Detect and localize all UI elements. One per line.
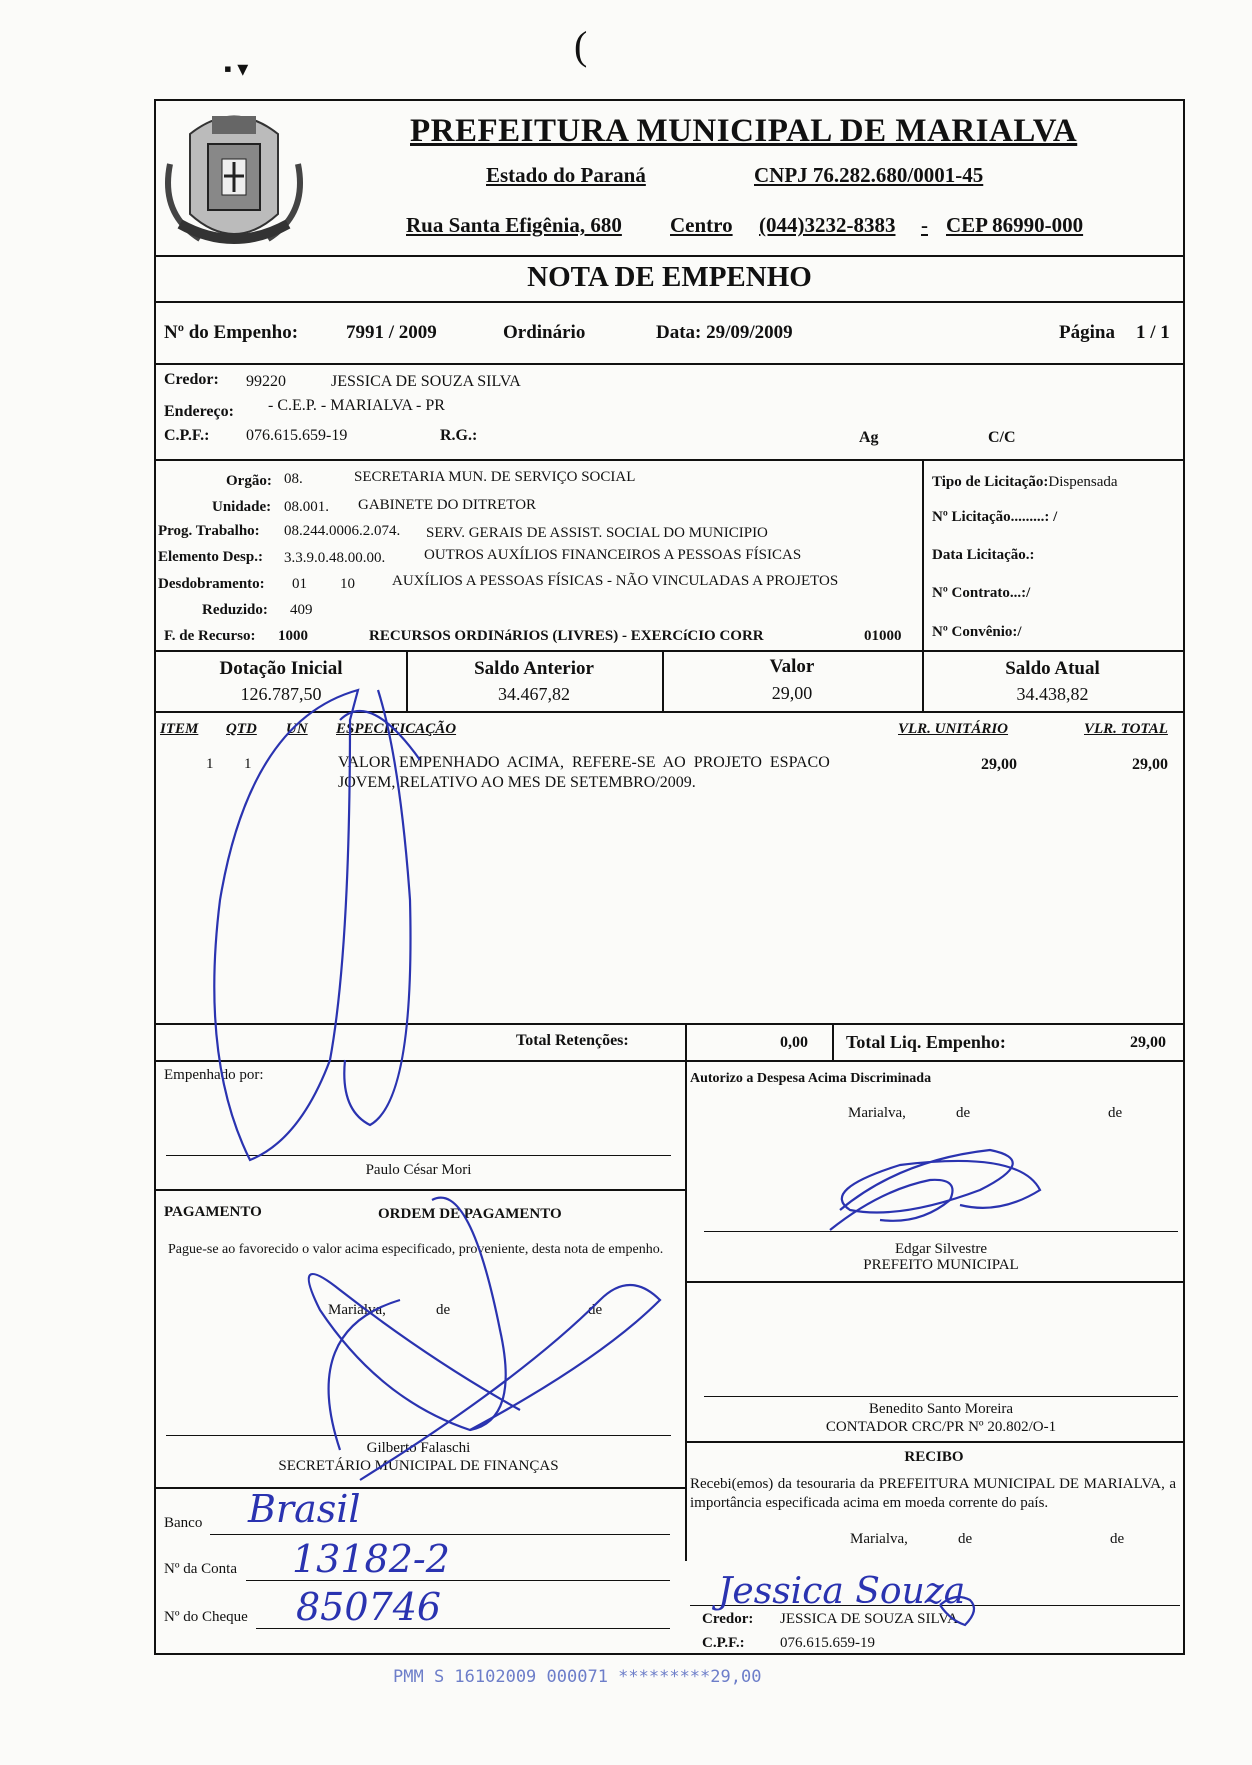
- pagamento-de1: de: [436, 1302, 451, 1318]
- saldo-anterior-value: 34.467,82: [498, 684, 570, 704]
- contador-role: CONTADOR CRC/PR Nº 20.802/O-1: [825, 1419, 1057, 1435]
- cpf-value: 076.615.659-19: [246, 427, 348, 444]
- credor-code: 99220: [246, 373, 286, 390]
- licitacao-type-label: Tipo de Licitação:: [932, 474, 1049, 490]
- row-qtd: 1: [244, 756, 252, 772]
- recibo-title: RECIBO: [904, 1449, 964, 1465]
- recibo-credor-label: Credor:: [702, 1611, 754, 1627]
- ordem-pagamento-label: ORDEM DE PAGAMENTO: [378, 1206, 562, 1222]
- col-total-value: VLR. TOTAL: [1084, 721, 1168, 737]
- secretario-name: Gilberto Falaschi: [366, 1440, 471, 1456]
- prefeito-role: PREFEITO MUNICIPAL: [863, 1257, 1019, 1273]
- empenhado-name: Paulo César Mori: [365, 1162, 472, 1178]
- elemento-name: OUTROS AUXÍLIOS FINANCEIROS A PESSOAS FÍSICAS: [424, 547, 802, 563]
- autorizo-place: Marialva,: [848, 1105, 906, 1121]
- document-title: NOTA DE EMPENHO: [527, 261, 812, 293]
- row-total-value: 29,00: [1132, 756, 1168, 773]
- recibo-handwritten-signature: Jessica Souza: [718, 1571, 966, 1612]
- recibo-credor-name: JESSICA DE SOUZA SILVA: [780, 1611, 958, 1627]
- credor-label: Credor:: [164, 371, 219, 388]
- licitacao-type-value: Dispensada: [1048, 474, 1118, 490]
- contador-name: Benedito Santo Moreira: [868, 1401, 1014, 1417]
- secretario-role: SECRETÁRIO MUNICIPAL DE FINANÇAS: [278, 1458, 559, 1474]
- elemento-code: 3.3.9.0.48.00.00.: [284, 550, 386, 566]
- district-label: Centro: [670, 213, 733, 237]
- saldo-atual-value: 34.438,82: [1016, 684, 1089, 704]
- page-title: PREFEITURA MUNICIPAL DE MARIALVA: [410, 113, 1078, 149]
- convenio-number: Nº Convênio:/: [932, 624, 1022, 640]
- recurso-label: F. de Recurso:: [164, 628, 256, 644]
- retencoes-value: 0,00: [780, 1034, 808, 1051]
- recibo-de1: de: [958, 1531, 973, 1547]
- cep-label: CEP 86990-000: [946, 213, 1084, 237]
- col-unit-value: VLR. UNITÁRIO: [898, 721, 1009, 737]
- separator-dash: -: [921, 213, 928, 237]
- col-qtd: QTD: [226, 721, 257, 737]
- desdobramento-code2: 10: [340, 576, 355, 592]
- row-item: 1: [206, 756, 214, 772]
- bank-stamp: PMM S 16102009 000071 *********29,00: [393, 1667, 762, 1687]
- recibo-de2: de: [1110, 1531, 1125, 1547]
- unidade-code: 08.001.: [284, 499, 329, 515]
- elemento-label: Elemento Desp.:: [158, 549, 263, 565]
- banco-handwritten: Brasil: [248, 1487, 361, 1531]
- orgao-code: 08.: [284, 471, 303, 487]
- state-label: Estado do Paraná: [486, 163, 646, 187]
- row-unit-value: 29,00: [981, 756, 1017, 773]
- liq-empenho-value: 29,00: [1130, 1034, 1166, 1051]
- autorizo-de1: de: [956, 1105, 971, 1121]
- recibo-cpf-label: C.P.F.:: [702, 1635, 745, 1651]
- empenhado-label: Empenhado por:: [164, 1067, 264, 1083]
- valor-value: 29,00: [771, 683, 813, 703]
- cpf-label: C.P.F.:: [164, 427, 210, 444]
- reduzido-value: 409: [290, 602, 313, 618]
- contrato-number: Nº Contrato...:/: [932, 585, 1031, 601]
- recibo-cpf-value: 076.615.659-19: [780, 1635, 875, 1651]
- conta-handwritten: 13182-2: [292, 1537, 450, 1581]
- endereco-value: - C.E.P. - MARIALVA - PR: [268, 397, 445, 414]
- prog-name: SERV. GERAIS DE ASSIST. SOCIAL DO MUNICIPIO: [426, 525, 768, 541]
- valor-label: Valor: [769, 656, 815, 677]
- conta-label: Nº da Conta: [164, 1561, 237, 1577]
- empenho-type: Ordinário: [503, 322, 586, 343]
- col-un: UN: [286, 721, 308, 737]
- recurso-code2: 01000: [864, 628, 902, 644]
- col-spec: ESPECIFICAÇÃO: [336, 721, 457, 737]
- desdobramento-name: AUXÍLIOS A PESSOAS FÍSICAS - NÃO VINCULADAS A PROJETOS: [392, 573, 839, 589]
- cc-label: C/C: [988, 429, 1016, 446]
- ag-label: Ag: [859, 429, 879, 446]
- banco-label: Banco: [164, 1515, 203, 1531]
- empenho-number: 7991 / 2009: [346, 322, 437, 343]
- unidade-name: GABINETE DO DITRETOR: [358, 497, 537, 513]
- prefeito-name: Edgar Silvestre: [894, 1241, 988, 1257]
- scan-mark: (: [574, 23, 588, 68]
- desdobramento-label: Desdobramento:: [158, 576, 265, 592]
- dotacao-label: Dotação Inicial: [219, 658, 343, 679]
- reduzido-label: Reduzido:: [202, 602, 268, 618]
- address-label: Rua Santa Efigênia, 680: [406, 213, 622, 237]
- pagamento-place: Marialva,: [328, 1302, 386, 1318]
- row-spec-line1: VALOR EMPENHADO ACIMA, REFERE-SE AO PROJETO ESPACO: [338, 754, 830, 771]
- orgao-name: SECRETARIA MUN. DE SERVIÇO SOCIAL: [354, 469, 636, 485]
- cheque-handwritten: 850746: [296, 1585, 442, 1629]
- empenho-date: Data: 29/09/2009: [656, 322, 793, 343]
- liq-empenho-label: Total Liq. Empenho:: [846, 1032, 1006, 1052]
- licitacao-type: [932, 474, 1118, 491]
- autorizo-label: Autorizo a Despesa Acima Discriminada: [690, 1071, 932, 1086]
- row-spec-line2: JOVEM, RELATIVO AO MES DE SETEMBRO/2009.: [338, 774, 696, 791]
- saldo-atual-label: Saldo Atual: [1005, 658, 1100, 679]
- col-item: ITEM: [160, 721, 199, 737]
- rg-label: R.G.:: [440, 427, 478, 444]
- recibo-text: Recebi(emos) da tesouraria da PREFEITURA MUNICIPAL DE MARIALVA, a importância especificada acima em moeda corrente do país.: [690, 1476, 1176, 1511]
- empenho-form: [154, 99, 1185, 1655]
- licitacao-number: Nº Licitação.........: /: [932, 509, 1058, 525]
- prog-code: 08.244.0006.2.074.: [284, 523, 401, 539]
- unidade-label: Unidade:: [212, 499, 272, 515]
- recibo-place: Marialva,: [850, 1531, 908, 1547]
- pagamento-label: PAGAMENTO: [164, 1204, 262, 1220]
- orgao-label: Orgão:: [226, 473, 272, 489]
- retencoes-label: Total Retenções:: [516, 1032, 629, 1049]
- saldo-anterior-label: Saldo Anterior: [474, 658, 594, 679]
- empenho-number-label: Nº do Empenho:: [164, 322, 299, 343]
- dotacao-value: 126.787,50: [240, 684, 322, 704]
- credor-name: JESSICA DE SOUZA SILVA: [331, 373, 521, 390]
- page-label: Página: [1059, 322, 1115, 343]
- prog-label: Prog. Trabalho:: [158, 523, 260, 539]
- licitacao-date: Data Licitação.:: [932, 547, 1035, 563]
- cheque-label: Nº do Cheque: [164, 1609, 248, 1625]
- pagamento-text: Pague-se ao favorecido o valor acima especificado, proveniente, desta nota de empenho.: [168, 1242, 664, 1257]
- page-number: 1 / 1: [1136, 322, 1170, 343]
- endereco-label: Endereço:: [164, 403, 234, 420]
- pagamento-de2: de: [588, 1302, 603, 1318]
- autorizo-de2: de: [1108, 1105, 1123, 1121]
- cnpj-label: CNPJ 76.282.680/0001-45: [754, 163, 984, 187]
- recurso-code: 1000: [278, 628, 308, 644]
- desdobramento-code1: 01: [292, 576, 307, 592]
- phone-label: (044)3232-8383: [759, 213, 896, 237]
- recurso-name: RECURSOS ORDINáRIOS (LIVRES) - EXERCíCIO CORR: [369, 628, 764, 644]
- scan-mark: ▪ ▾: [224, 56, 249, 81]
